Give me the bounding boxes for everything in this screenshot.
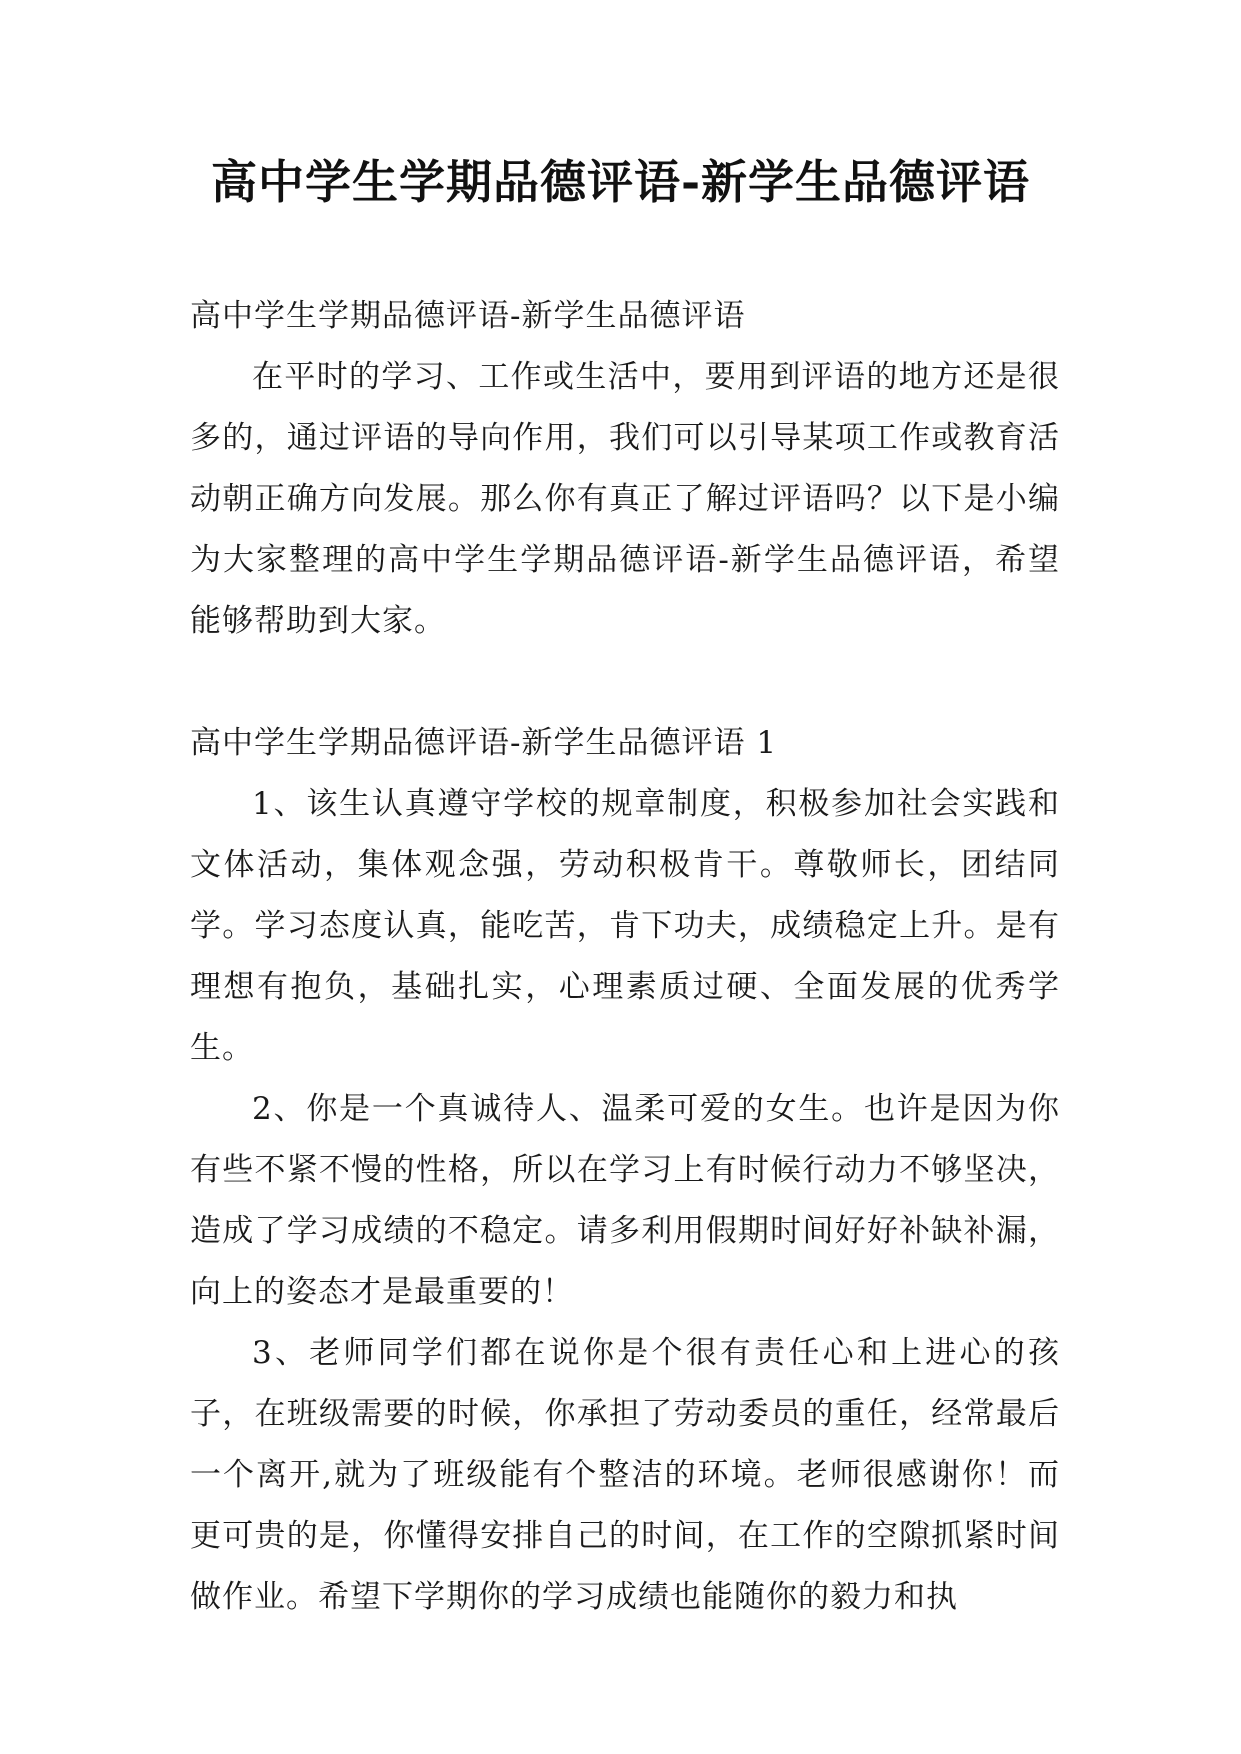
intro-paragraph: 在平时的学习、工作或生活中，要用到评语的地方还是很多的，通过评语的导向作用，我们可以引导某项工作或教育活动朝正确方向发展。那么你有真正了解过评语吗？以下是小编为大家整理的高中学生学期品德评语-新学生品德评语，希望能够帮助到大家。 bbox=[190, 359, 1060, 639]
document-title: 高中学生学期品德评语-新学生品德评语 bbox=[210, 155, 1031, 209]
comment-item: 2、你是一个真诚待人、温柔可爱的女生。也许是因为你有些不紧不慢的性格，所以在学习上有时候行动力不够坚决，造成了学习成绩的不稳定。请多利用假期时间好好补缺补漏，向上的姿态才是最重要的！ bbox=[190, 1091, 1060, 1310]
comment-item: 3、老师同学们都在说你是个很有责任心和上进心的孩子，在班级需要的时候，你承担了劳动委员的重任，经常最后一个离开,就为了班级能有个整洁的环境。老师很感谢你！而更可贵的是，你懂得安排自己的时间，在工作的空隙抓紧时间做作业。希望下学期你的学习成绩也能随你的毅力和执 bbox=[190, 1335, 1060, 1615]
comment-item: 1、该生认真遵守学校的规章制度，积极参加社会实践和文体活动，集体观念强，劳动积极肯干。尊敬师长，团结同学。学习态度认真，能吃苦，肯下功夫，成绩稳定上升。是有理想有抱负，基础扎实，心理素质过硬、全面发展的优秀学生。 bbox=[190, 786, 1060, 1066]
section-spacer bbox=[190, 652, 1060, 713]
document-body bbox=[190, 286, 1060, 1628]
section-heading: 高中学生学期品德评语-新学生品德评语 1 bbox=[190, 725, 778, 761]
intro-heading: 高中学生学期品德评语-新学生品德评语 bbox=[190, 298, 746, 334]
